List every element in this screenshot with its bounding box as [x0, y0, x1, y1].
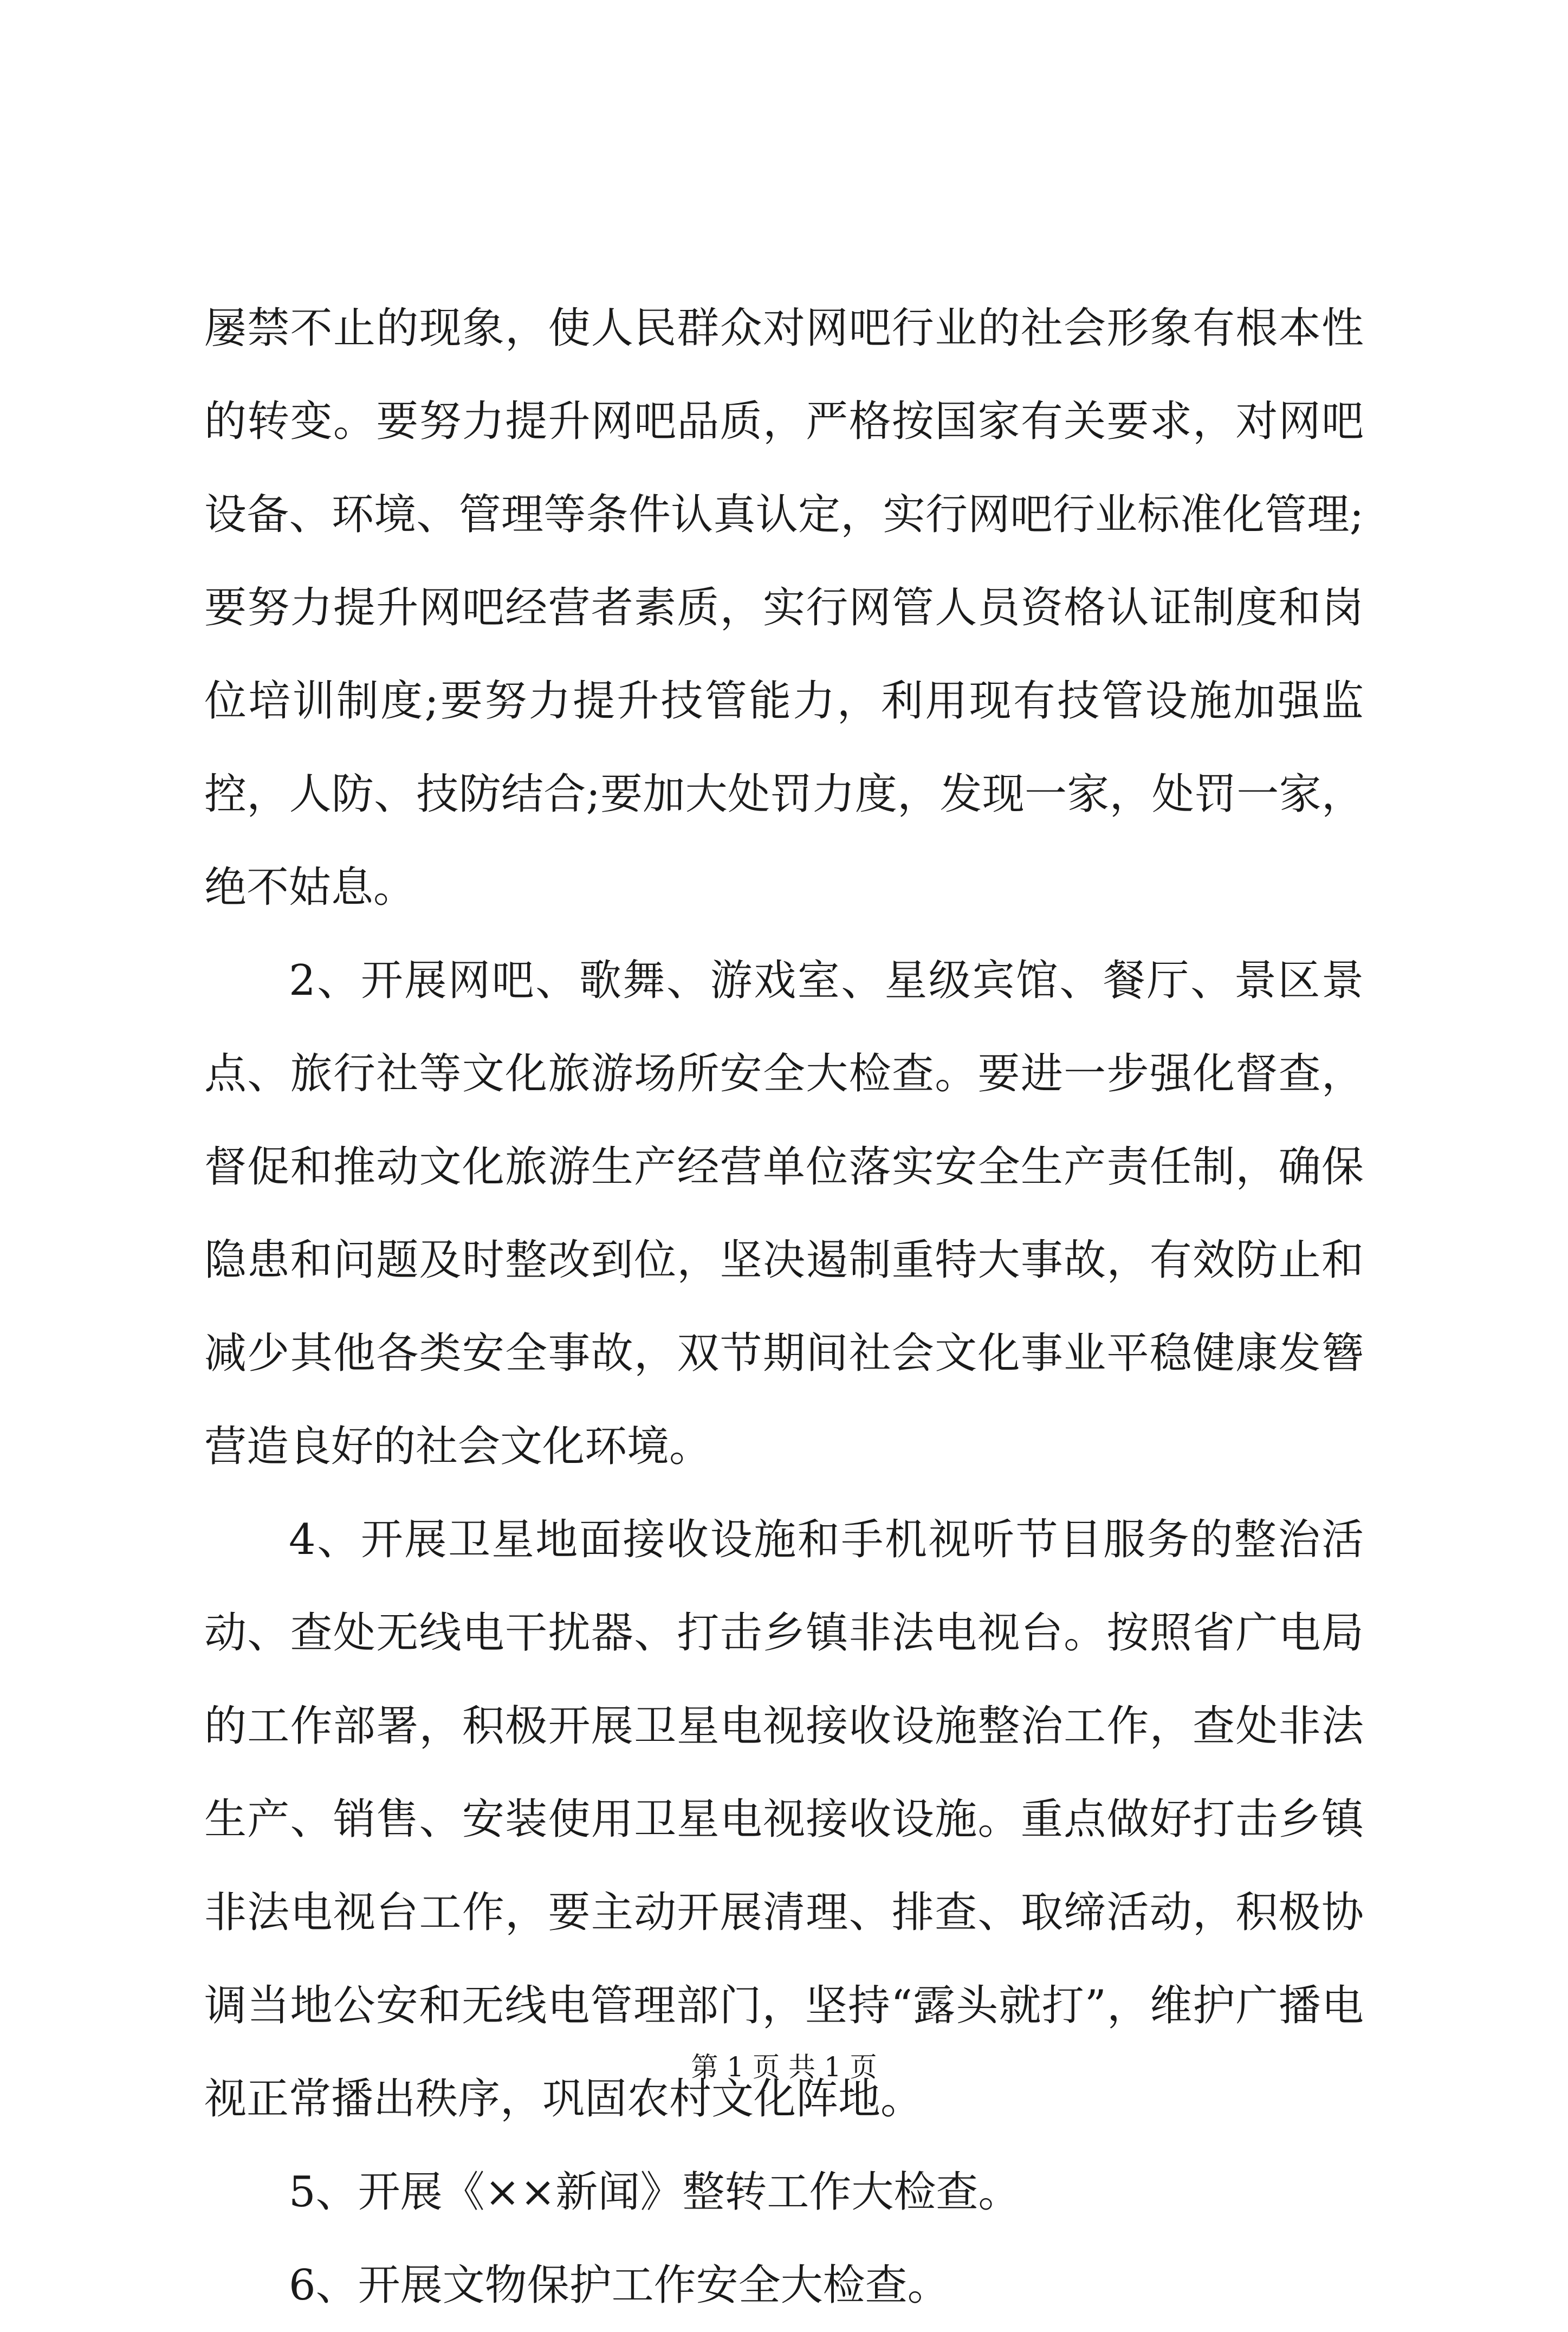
- paragraph-1: 屡禁不止的现象，使人民群众对网吧行业的社会形象有根本性的转变。要努力提升网吧品质，严格按国家有关要求，对网吧设备、环境、管理等条件认真认定，实行网吧行业标准化管理;要努力提升网吧经营者素质，实行网管人员资格认证制度和岗位培训制度;要努力提升技管能力，利用现有技管设施加强监控，人防、技防结合;要加大处罚力度，发现一家，处罚一家，绝不姑息。: [204, 304, 1364, 912]
- paragraph-4: 5、开展《××新闻》整转工作大检查。: [289, 2168, 1021, 2217]
- paragraph-2: 2、开展网吧、歌舞、游戏室、星级宾馆、餐厅、景区景点、旅行社等文化旅游场所安全大检查。要进一步强化督查，督促和推动文化旅游生产经营单位落实安全生产责任制，确保隐患和问题及时整改到位，坚决遏制重特大事故，有效防止和减少其他各类安全事故，双节期间社会文化事业平稳健康发簪营造良好的社会文化环境。: [204, 956, 1364, 1471]
- page-footer: [0, 2051, 1568, 2083]
- page-number-label: 第 1 页 共 1 页: [691, 2051, 877, 2083]
- document-body: [204, 282, 1364, 2332]
- paragraph-3: 4、开展卫星地面接收设施和手机视听节目服务的整治活动、查处无线电干扰器、打击乡镇非法电视台。按照省广电局的工作部署，积极开展卫星电视接收设施整治工作，查处非法生产、销售、安装使用卫星电视接收设施。重点做好打击乡镇非法电视台工作，要主动开展清理、排查、取缔活动，积极协调当地公安和无线电管理部门，坚持“露头就打”，维护广播电视正常播出秩序，巩固农村文化阵地。: [204, 1515, 1364, 2123]
- paragraph-5: 6、开展文物保护工作安全大检查。: [289, 2261, 950, 2310]
